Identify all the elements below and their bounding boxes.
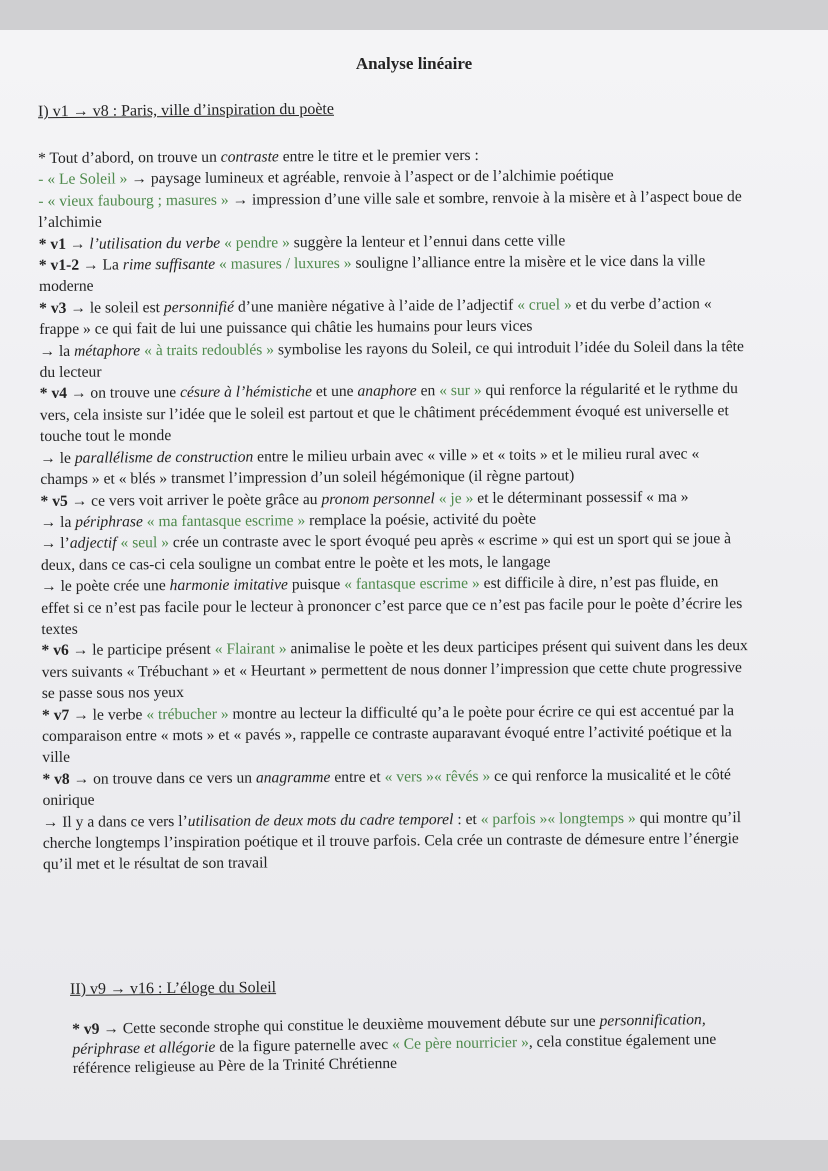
verse-ref: * v6 xyxy=(41,642,69,660)
quotation: - « Le Soleil » xyxy=(38,170,128,189)
text: → Cette seconde strophe qui constitue le deuxième mouvement débute sur une xyxy=(99,1012,600,1038)
verse-ref: * v1 xyxy=(38,235,67,253)
paragraph xyxy=(42,700,750,769)
quotation: « longtemps » xyxy=(547,809,636,828)
verse-ref: * v1-2 xyxy=(38,256,80,275)
quotation: « Flairant » xyxy=(214,640,287,659)
text: * Tout d’abord, on trouve un xyxy=(38,148,221,167)
paragraph xyxy=(43,807,751,876)
quotation: « seul » xyxy=(116,534,170,552)
text: → on trouve une xyxy=(66,384,181,403)
quotation: « vers » xyxy=(384,768,434,786)
verse-ref: * v5 xyxy=(40,492,68,510)
quotation: « trébucher » xyxy=(146,705,229,723)
figure-of-speech: harmonie imitative xyxy=(169,576,288,595)
text: animalise le poète et les deux participes présent qui suivent dans les deux vers suivants « Trébuchant » et « Heurtant » permettent de nous donner l’impression que cette chute progressive se passe sous nos yeux xyxy=(41,637,748,703)
text: → la xyxy=(39,342,75,360)
document-title: Analyse linéaire xyxy=(355,54,473,73)
quotation: « rêvés » xyxy=(433,767,491,786)
quotation: « Ce père nourricier » xyxy=(391,1033,529,1053)
quotation: « parfois » xyxy=(480,810,548,828)
paragraph xyxy=(72,1009,749,1078)
text: → paysage lumineux et agréable, renvoie à l’aspect or de l’alchimie poétique xyxy=(127,167,614,188)
text: qui montre qu’il cherche longtemps l’inspiration poétique et il trouve parfois. Cela crée un contraste de démesure entre l’énergie qu’il met et le résultat de son travail xyxy=(42,808,742,874)
text: puisque xyxy=(287,575,345,594)
text: → le xyxy=(40,449,75,467)
text: souligne l’alliance entre la misère et le vice dans la ville moderne xyxy=(38,252,706,296)
figure-of-speech: adjectif xyxy=(69,534,117,553)
figure-of-speech: l’utilisation du verbe xyxy=(89,234,221,253)
paragraph xyxy=(39,293,747,341)
paragraph xyxy=(41,571,749,640)
text: → xyxy=(65,235,90,253)
text: et le déterminant possessif « ma » xyxy=(473,487,689,507)
quotation: « je » xyxy=(434,489,474,507)
text: entre le milieu urbain avec « ville » et « toits » et le milieu rural avec « champs » et « blés » transmet l’impression d’un soleil hégémonique (il règne partout) xyxy=(40,445,700,489)
section-2-heading: II) v9 → v16 : L’éloge du Soleil xyxy=(69,979,277,998)
paragraph xyxy=(40,379,748,448)
quotation: « masures / luxures » xyxy=(215,254,352,273)
figure-of-speech: pronom personnel xyxy=(321,489,435,508)
text: , cela constitue également une référence religieuse au Père de la Trinité Chrétienne xyxy=(72,1030,717,1077)
verse-ref: * v9 xyxy=(72,1020,100,1038)
text: → le verbe xyxy=(69,705,147,724)
figure-of-speech: périphrase xyxy=(75,513,143,531)
paragraph xyxy=(39,336,747,384)
text: → Il y a dans ce vers l’ xyxy=(42,812,188,831)
text: → le participe présent xyxy=(68,641,215,660)
text: de la figure paternelle avec xyxy=(215,1035,393,1056)
figure-of-speech: métaphore xyxy=(74,341,141,360)
text: suggère la lenteur et l’ennui dans cette ville xyxy=(289,231,566,251)
verse-ref: * v4 xyxy=(39,385,68,403)
text: est difficile à dire, n’est pas fluide, en effet si ce n’est pas facile pour le lecteur à prononcer c’est parce que ce n’est pas facile pour le poète d’écrire les textes xyxy=(41,573,743,638)
figure-of-speech: utilisation de deux mots du cadre temporel xyxy=(187,810,454,830)
quotation: « sur » xyxy=(439,382,482,400)
figure-of-speech: césure à l’hémistiche xyxy=(179,383,313,402)
text: ce qui renforce la musicalité et le côté onirique xyxy=(42,765,731,810)
figure-of-speech: contraste xyxy=(220,148,279,166)
text: et du verbe d’action « frappe » ce qui fait de lui une puissance qui châtie les humains pour leurs vices xyxy=(39,295,712,339)
quotation: - « vieux faubourg ; masures » xyxy=(38,191,229,210)
text: entre xyxy=(330,768,370,786)
verse-ref: * v8 xyxy=(42,770,70,788)
section-2-body xyxy=(72,1009,749,1078)
paragraph xyxy=(42,764,750,812)
text: montre au lecteur la difficulté qu’a le poète pour écrire ce qui est accentué par la comparaison entre « mots » et « pavés », rappelle ce contraste auparavant évoqué entre l’activité poétique et la ville xyxy=(42,701,735,767)
text: → La xyxy=(79,256,123,274)
text: crée un contraste avec le sport évoqué peu après « escrime » qui est un sport qui se joue à deux, dans ce cas-ci cela souligne un combat entre le poète et les mots, le langage xyxy=(40,530,732,574)
paragraph xyxy=(39,250,747,298)
figure-of-speech: rime suffisante xyxy=(122,255,216,274)
text: : xyxy=(453,810,466,828)
text: → le soleil est xyxy=(66,298,164,317)
text: → l’ xyxy=(40,535,70,553)
quotation: « pendre » xyxy=(220,233,290,252)
figure-of-speech: personnification, périphrase et allégorie xyxy=(72,1011,706,1058)
verse-ref: * v3 xyxy=(39,299,67,317)
figure-of-speech: parallélisme de construction xyxy=(74,448,254,467)
figure-of-speech: anaphore xyxy=(357,382,417,401)
paragraph xyxy=(41,528,749,576)
text: et une xyxy=(311,383,358,401)
text: qui renforce la régularité et le rythme du vers, cela insiste sur l’idée que le soleil est partout et que le châtiment précédemment évoqué est universelle et touche tout le monde xyxy=(39,380,739,446)
section-1-heading: I) v1 → v8 : Paris, ville d’inspiration du poète xyxy=(37,100,335,121)
section-1-body xyxy=(38,143,751,876)
figure-of-speech: anagramme xyxy=(255,768,331,787)
text: → impression d’une ville sale et sombre, renvoie à la misère et à l’aspect boue de l’alchimie xyxy=(38,187,742,232)
text: et xyxy=(369,768,385,786)
document-page xyxy=(0,30,828,1140)
text: en xyxy=(416,382,440,400)
quotation: « à traits redoublés » xyxy=(140,341,275,359)
text: → le poète crée une xyxy=(41,577,170,596)
verse-ref: * v7 xyxy=(41,706,70,724)
paragraph xyxy=(40,443,748,491)
text: → on trouve dans ce vers un xyxy=(69,769,256,788)
text: d’une manière négative à l’aide de l’adjectif xyxy=(233,296,518,316)
quotation: « fantasque escrime » xyxy=(344,575,480,593)
text: entre le titre et le premier vers : xyxy=(278,146,479,166)
text: → la xyxy=(40,513,76,531)
figure-of-speech: personnifié xyxy=(163,298,235,316)
paragraph xyxy=(41,635,749,704)
text: → ce vers voit arriver le poète grâce au xyxy=(67,490,322,510)
text: remplace la poésie, activité du poète xyxy=(305,510,537,530)
text: et xyxy=(465,810,481,828)
paragraph xyxy=(38,186,746,234)
text: symbolise les rayons du Soleil, ce qui introduit l’idée du Soleil dans la tête du lecteur xyxy=(39,337,744,382)
quotation: « cruel » xyxy=(517,296,572,314)
quotation: « ma fantasque escrime » xyxy=(142,512,306,531)
